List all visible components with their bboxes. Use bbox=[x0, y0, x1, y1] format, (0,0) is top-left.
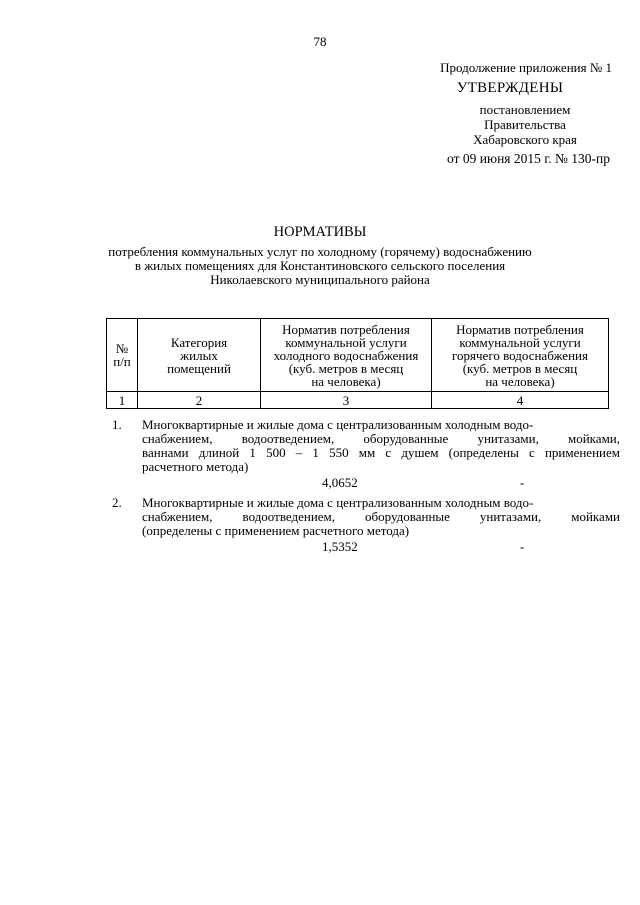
approval-line-3: Хабаровского края bbox=[473, 132, 577, 147]
header-text: горячего водоснабжения bbox=[452, 347, 588, 363]
header-text: п/п bbox=[113, 354, 131, 369]
approval-block bbox=[300, 60, 610, 167]
hot-norm-value: - bbox=[520, 475, 525, 490]
header-text: холодного водоснабжения bbox=[273, 347, 419, 363]
entry-text-line: снабжением, водоотведением, оборудованные унитазами, мойками bbox=[142, 509, 620, 524]
header-hot-norm bbox=[432, 319, 609, 392]
approved-heading: УТВЕРЖДЕНЫ bbox=[456, 80, 564, 96]
page-number: 78 bbox=[313, 34, 327, 49]
continuation-note: Продолжение приложения № 1 bbox=[440, 60, 612, 75]
entry-number: 1. bbox=[112, 417, 122, 432]
entry-text-line: Многоквартирные и жилые дома с централизованным холодным водо- bbox=[142, 417, 534, 432]
header-text: (куб. метров в месяц bbox=[288, 360, 404, 376]
approval-authority bbox=[455, 102, 595, 147]
entry-text-line: расчетного метода) bbox=[142, 459, 249, 474]
cold-norm-value: 4,0652 bbox=[322, 475, 358, 490]
cold-norm-value: 1,5352 bbox=[322, 539, 358, 554]
colnum-cell: 2 bbox=[138, 392, 261, 409]
subtitle-line: Николаевского муниципального района bbox=[210, 272, 430, 287]
entry-text-line: ваннами длиной 1 500 – 1 550 мм с душем (определены с применением bbox=[142, 445, 620, 460]
norms-table bbox=[106, 318, 609, 409]
colnum-cell: 1 bbox=[107, 392, 138, 409]
header-number bbox=[107, 319, 138, 392]
table-colnum-row bbox=[107, 392, 609, 409]
entry-text-line: Многоквартирные и жилые дома с централизованным холодным водо- bbox=[142, 495, 534, 510]
header-text: помещений bbox=[167, 360, 231, 376]
header-text: № bbox=[115, 341, 129, 356]
document-title: НОРМАТИВЫ bbox=[273, 224, 367, 240]
subtitle-line: в жилых помещениях для Константиновского сельского поселения bbox=[134, 258, 506, 273]
subtitle-line: потребления коммунальных услуг по холодному (горячему) водоснабжению bbox=[108, 244, 532, 259]
header-text: жилых bbox=[180, 347, 218, 363]
header-text: Категория bbox=[170, 334, 228, 350]
approval-date: от 09 июня 2015 г. № 130-пр bbox=[447, 151, 610, 166]
list-item bbox=[112, 418, 620, 478]
entry-text-line: снабжением, водоотведением, оборудованные унитазами, мойками, bbox=[142, 431, 620, 446]
header-text: на человека) bbox=[485, 373, 555, 389]
header-text: на человека) bbox=[311, 373, 381, 389]
approval-line-2: Правительства bbox=[484, 117, 566, 132]
colnum-cell: 4 bbox=[432, 392, 609, 409]
document-subtitle bbox=[100, 245, 540, 287]
entry-text-line: (определены с применением расчетного метода) bbox=[142, 523, 410, 538]
hot-norm-value: - bbox=[520, 539, 525, 554]
header-text: (куб. метров в месяц bbox=[462, 360, 578, 376]
header-cold-norm bbox=[261, 319, 432, 392]
header-category bbox=[138, 319, 261, 392]
entry-number: 2. bbox=[112, 495, 122, 510]
header-text: Норматив потребления bbox=[456, 321, 584, 337]
colnum-cell: 3 bbox=[261, 392, 432, 409]
approval-line-1: постановлением bbox=[479, 102, 571, 117]
table-header-row bbox=[107, 319, 609, 392]
header-text: коммунальной услуги bbox=[285, 334, 407, 350]
header-text: коммунальной услуги bbox=[459, 334, 581, 350]
list-item bbox=[112, 496, 620, 542]
header-text: Норматив потребления bbox=[282, 321, 410, 337]
